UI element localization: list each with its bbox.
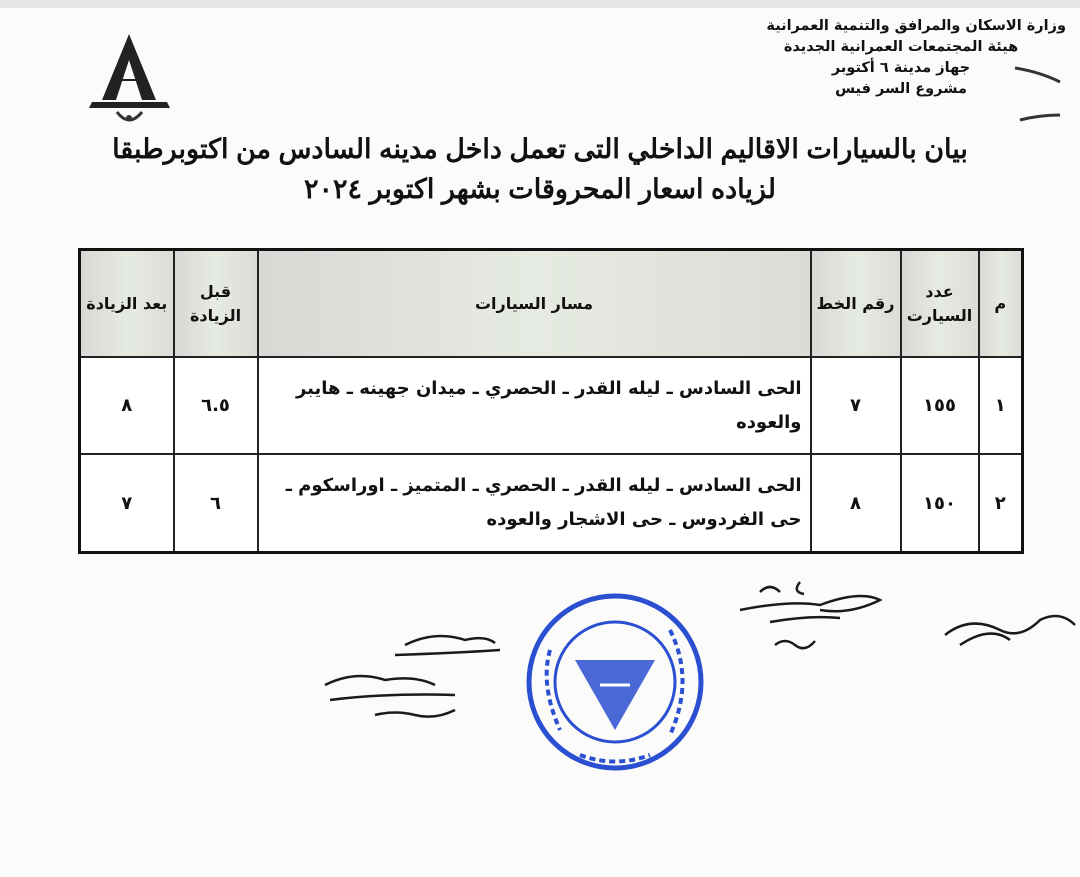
header-line-number: رقم الخط: [811, 250, 901, 358]
header-fare-after: بعد الزيادة: [80, 250, 174, 358]
official-stamp: [520, 590, 710, 775]
city-agency: جهاز مدينة ٦ أكتوبر: [831, 60, 971, 76]
fare-after: ٨: [80, 357, 174, 454]
ministry-logo: [82, 30, 177, 130]
signature: [730, 570, 910, 660]
pen-mark: [1010, 60, 1070, 140]
header-index: م: [979, 250, 1023, 358]
cars-count: ١٥٠: [901, 454, 979, 552]
project-name: مشروع السر فيس: [835, 81, 967, 97]
signature: [940, 595, 1080, 665]
fare-table: [78, 248, 1024, 554]
fare-before: ٦: [174, 454, 258, 552]
ministry-name: وزارة الاسكان والمرافق والتنمية العمرانية: [766, 18, 1066, 34]
header-fare-before: قبل الزيادة: [174, 250, 258, 358]
document-title: [40, 132, 1040, 206]
header-cars-count: عدد السيارت: [901, 250, 979, 358]
document-title-line-2: لزياده اسعار المحروقات بشهر اكتوبر ٢٠٢٤: [303, 174, 777, 204]
fare-after: ٧: [80, 454, 174, 552]
cars-count: ١٥٥: [901, 357, 979, 454]
table-row: [80, 357, 1023, 454]
table-row: [80, 454, 1023, 552]
row-index: ١: [979, 357, 1023, 454]
route: الحى السادس ـ ليله القدر ـ الحصري ـ المتميز ـ اوراسكوم ـ حى الفردوس ـ حى الاشجار والعوده: [258, 454, 811, 552]
line-number: ٧: [811, 357, 901, 454]
route: الحى السادس ـ ليله القدر ـ الحصري ـ ميدان جهينه ـ هايبر والعوده: [258, 357, 811, 454]
signature: [315, 615, 515, 735]
line-number: ٨: [811, 454, 901, 552]
header-route: مسار السيارات: [258, 250, 811, 358]
authority-name: هيئة المجتمعات العمرانية الجديدة: [783, 39, 1019, 55]
scan-edge: [0, 0, 1080, 8]
fare-before: ٦.٥: [174, 357, 258, 454]
row-index: ٢: [979, 454, 1023, 552]
table-header-row: [80, 250, 1023, 358]
document-title-line-1: بيان بالسيارات الاقاليم الداخلي التى تعمل داخل مدينه السادس من اكتوبرطبقا: [112, 134, 968, 164]
